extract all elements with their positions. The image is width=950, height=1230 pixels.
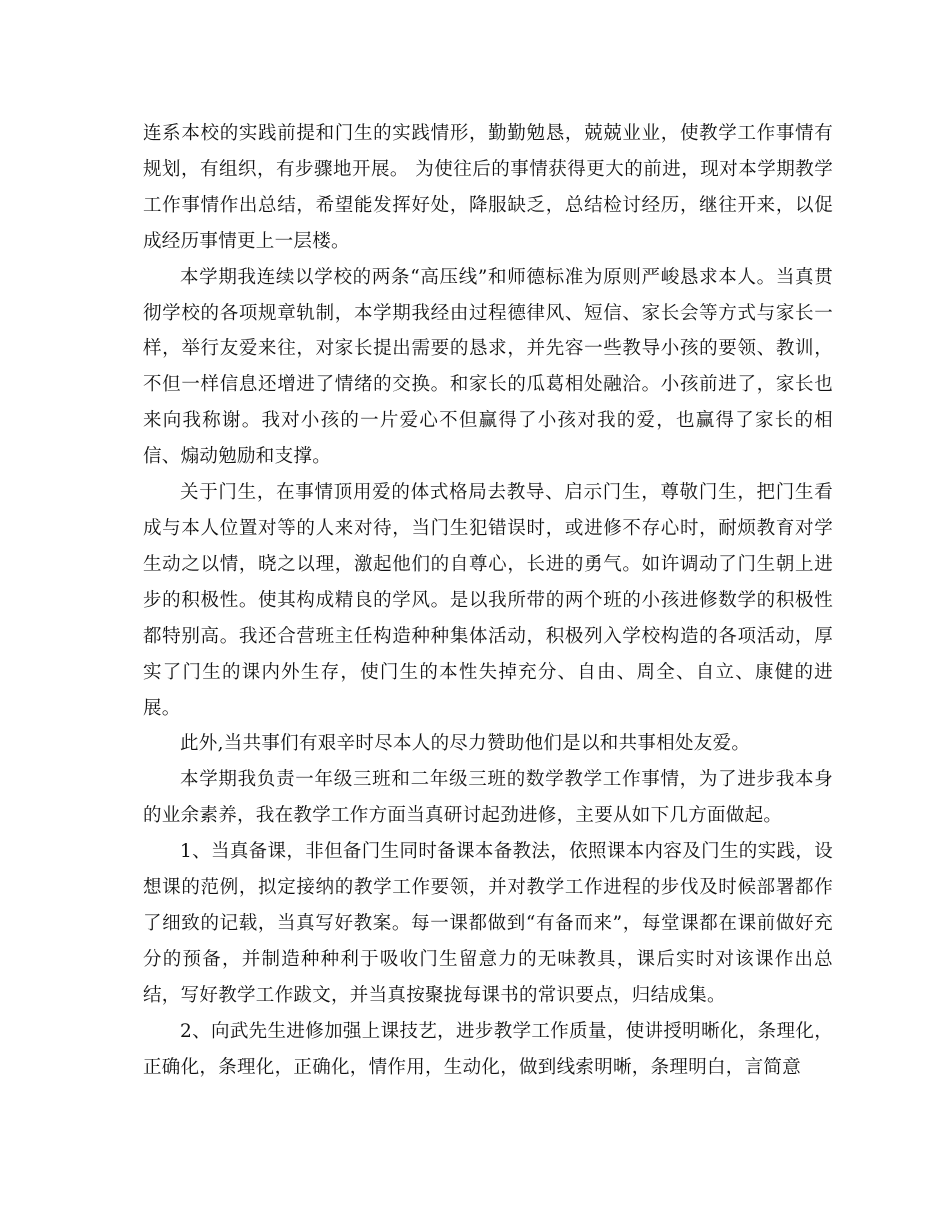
paragraph-7: 2、向武先生进修加强上课技艺，进步教学工作质量，使讲授明晰化，条理化，正确化，条理化，正确化，情作用，生动化，做到线索明晰，条理明白，言简意 [143,1020,833,1078]
paragraph-2: 本学期我连续以学校的两条“高压线”和师德标准为原则严峻恳求本人。当真贯彻学校的各项规章轨制，本学期我经由过程德律风、短信、家长会等方式与家长一样，举行友爱来往，对家长提出需要的恳求，并先容一些教导小孩的要领、教训，不但一样信息还增进了情绪的交换。和家长的瓜葛相处融洽。小孩前进了，家长也来向我称谢。我对小孩的一片爱心不但赢得了小孩对我的爱，也赢得了家长的相信、煽动勉励和支撑。 [143,266,833,468]
paragraph-1: 连系本校的实践前提和门生的实践情形，勤勤勉恳，兢兢业业，使教学工作事情有规划，有组织，有步骤地开展。 为使往后的事情获得更大的前进，现对本学期教学工作事情作出总结，希望能发挥好处，降服缺乏，总结检讨经历，继往开来，以促成经历事情更上一层楼。 [143,123,833,252]
paragraph-5: 本学期我负责一年级三班和二年级三班的数学教学工作事情，为了进步我本身的业余素养，我在教学工作方面当真研讨起劲进修，主要从如下几方面做起。 [143,769,833,827]
paragraph-3: 关于门生，在事情顶用爱的体式格局去教导、启示门生，尊敬门生，把门生看成与本人位置对等的人来对待，当门生犯错误时，或进修不存心时，耐烦教育对学生动之以情，晓之以理，激起他们的自尊心，长进的勇气。如许调动了门生朝上进步的积极性。使其构成精良的学风。是以我所带的两个班的小孩进修数学的积极性都特别高。我还合营班主任构造种种集体活动，积极列入学校构造的各项活动，厚实了门生的课内外生存，使门生的本性失掉充分、自由、周全、自立、康健的进展。 [143,482,833,719]
paragraph-4: 此外,当共事们有艰辛时尽本人的尽力赞助他们是以和共事相处友爱。 [180,733,751,755]
paragraph-6: 1、当真备课，非但备门生同时备课本备教法，依照课本内容及门生的实践，设想课的范例，拟定接纳的教学工作要领，并对教学工作进程的步伐及时候部署都作了细致的记载，当真写好教案。每一课都做到“有备而来”，每堂课都在课前做好充分的预备，并制造种种利于吸收门生留意力的无味教具，课后实时对该课作出总结，写好教学工作跋文，并当真按聚拢每课书的常识要点，归结成集。 [143,841,833,1006]
document-page [143,116,833,1085]
